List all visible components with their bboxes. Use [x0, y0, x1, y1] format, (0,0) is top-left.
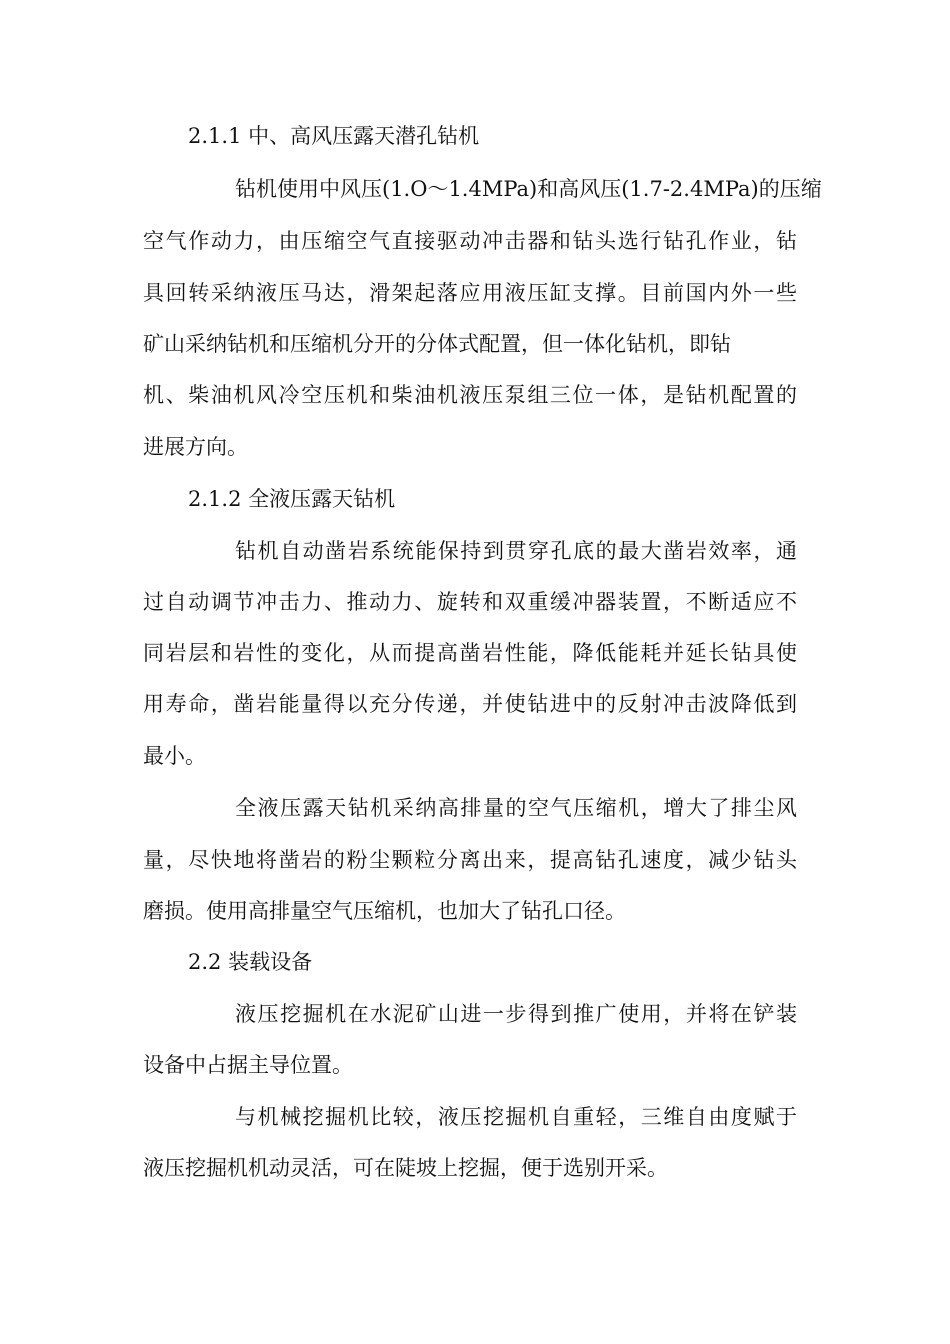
paragraph-line: 设备中占据主导位置。: [143, 1053, 353, 1077]
paragraph-line: 液压挖掘机在水泥矿山进一步得到推广使用，并将在铲装: [235, 1002, 797, 1026]
paragraph-line: 用寿命，凿岩能量得以充分传递，并使钻进中的反射冲击波降低到: [143, 692, 797, 716]
paragraph-line: 机、柴油机风冷空压机和柴油机液压泵组三位一体，是钻机配置的: [143, 383, 797, 407]
section-heading-2-1-1: 2.1.1 中、高风压露天潜孔钻机: [188, 124, 480, 148]
paragraph-line: 液压挖掘机机动灵活，可在陡坡上挖掘，便于选别开采。: [143, 1156, 668, 1180]
paragraph-line: 矿山采纳钻机和压缩机分开的分体式配置，但一体化钻机，即钻: [143, 332, 731, 356]
paragraph-line: 量，尽快地将凿岩的粉尘颗粒分离出来，提高钻孔速度，减少钻头: [143, 848, 797, 872]
section-heading-2-1-2: 2.1.2 全液压露天钻机: [188, 487, 396, 511]
paragraph-line: 钻机使用中风压(1.O～1.4MPa)和高风压(1.7-2.4MPa)的压缩: [235, 177, 822, 201]
paragraph-line: 过自动调节冲击力、推动力、旋转和双重缓冲器装置，不断适应不: [143, 590, 797, 614]
paragraph-line: 最小。: [143, 744, 206, 768]
section-heading-2-2: 2.2 装载设备: [188, 950, 313, 974]
paragraph-line: 与机械挖掘机比较，液压挖掘机自重轻，三维自由度赋于: [235, 1105, 797, 1129]
paragraph-line: 空气作动力，由压缩空气直接驱动冲击器和钻头选行钻孔作业，钻: [143, 229, 797, 253]
paragraph-line: 全液压露天钻机采纳高排量的空气压缩机，增大了排尘风: [235, 796, 797, 820]
paragraph-line: 进展方向。: [143, 435, 248, 459]
paragraph-line: 同岩层和岩性的变化，从而提高凿岩性能，降低能耗并延长钻具使: [143, 641, 797, 665]
paragraph-line: 具回转采纳液压马达，滑架起落应用液压缸支撑。目前国内外一些: [143, 281, 797, 305]
paragraph-line: 钻机自动凿岩系统能保持到贯穿孔底的最大凿岩效率，通: [235, 539, 797, 563]
paragraph-line: 磨损。使用高排量空气压缩机，也加大了钻孔口径。: [143, 899, 626, 923]
